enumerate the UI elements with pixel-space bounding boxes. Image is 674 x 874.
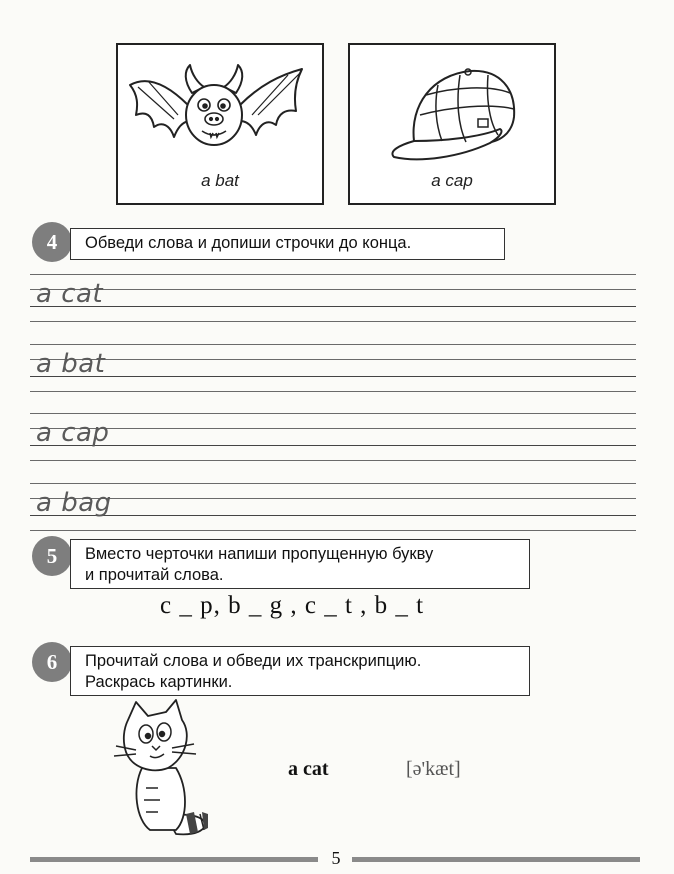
writing-line <box>30 274 636 275</box>
cat-icon <box>106 698 226 838</box>
exercise-number-4: 4 <box>32 222 72 262</box>
picture-caption: a cap <box>431 171 473 190</box>
writing-baseline <box>30 376 636 377</box>
footer-rule-left <box>30 857 318 862</box>
writing-baseline <box>30 445 636 446</box>
writing-line <box>30 498 636 499</box>
writing-baseline <box>30 306 636 307</box>
page-number: 5 <box>331 848 341 868</box>
exercise-5-text-line2: и прочитай слова. <box>85 566 224 584</box>
word-a-cat: a cat <box>288 758 329 780</box>
exercise-6-text-line2: Раскрась картинки. <box>85 673 233 691</box>
exercise-number-5: 5 <box>32 536 72 576</box>
exercise-4-instruction <box>70 228 505 260</box>
writing-line <box>30 530 636 531</box>
writing-baseline <box>30 515 636 516</box>
writing-line <box>30 289 636 290</box>
writing-line <box>30 483 636 484</box>
transcription: [ə'kæt] <box>406 758 461 780</box>
trace-word: a cap <box>36 418 110 448</box>
writing-line <box>30 359 636 360</box>
writing-line <box>30 321 636 322</box>
exercise-5-instruction <box>70 539 530 589</box>
picture-box-bat <box>116 43 324 205</box>
writing-line <box>30 344 636 345</box>
picture-caption: a bat <box>201 171 239 190</box>
trace-word: a cat <box>36 279 104 309</box>
trace-word: a bag <box>36 488 112 518</box>
trace-word: a bat <box>36 349 106 379</box>
writing-line <box>30 391 636 392</box>
writing-line <box>30 413 636 414</box>
exercise-4-text: Обведи слова и допиши строчки до конца. <box>85 234 412 252</box>
footer-rule-right <box>352 857 640 862</box>
missing-letter-words: c _ p, b _ g , c _ t , b _ t <box>160 592 425 619</box>
exercise-number-6: 6 <box>32 642 72 682</box>
writing-line <box>30 460 636 461</box>
writing-line <box>30 428 636 429</box>
exercise-5-text-line1: Вместо черточки напиши пропущенную букву <box>85 545 434 563</box>
exercise-6-text-line1: Прочитай слова и обведи их транскрипцию. <box>85 652 422 670</box>
exercise-6-instruction <box>70 646 530 696</box>
picture-box-cap <box>348 43 556 205</box>
